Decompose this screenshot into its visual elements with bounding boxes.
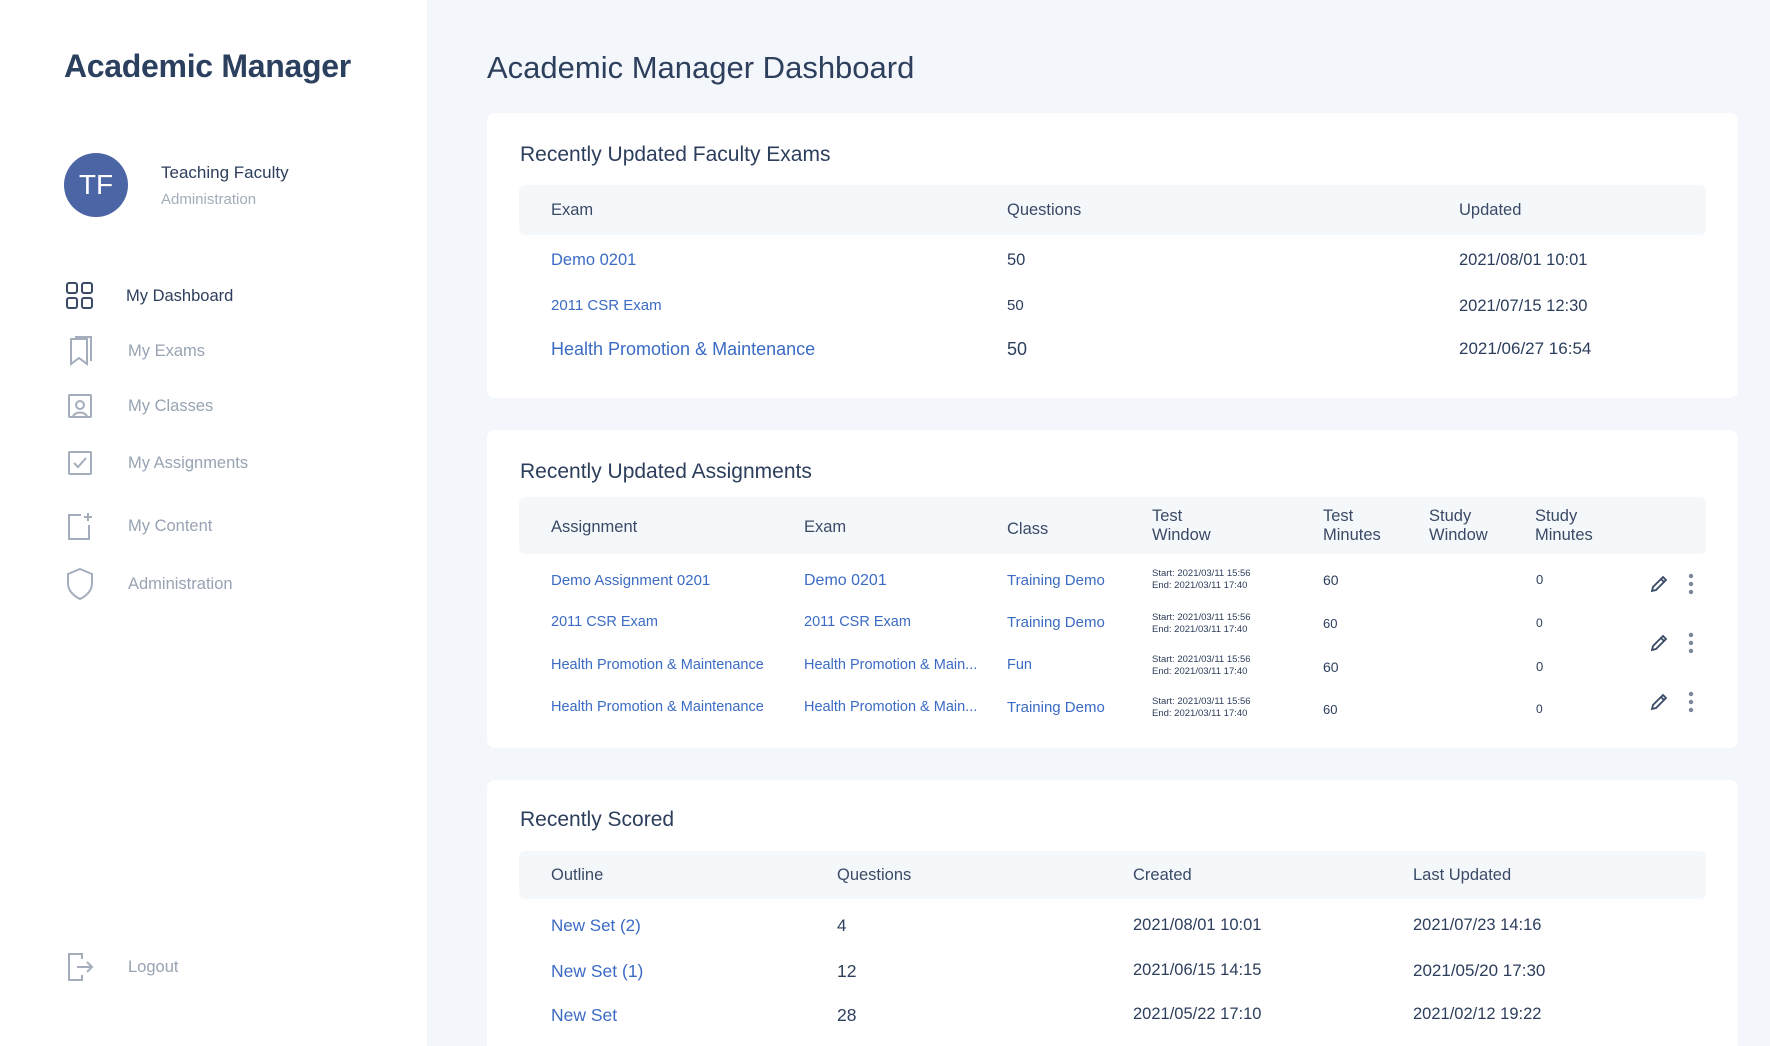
last-updated-date: 2021/05/20 17:30 — [1413, 961, 1546, 980]
sidebar-item-label: Administration — [128, 574, 233, 593]
pencil-icon — [1649, 692, 1669, 712]
assignments-header — [519, 497, 1706, 554]
sidebar-item-label: My Content — [128, 516, 213, 535]
sidebar-item-administration[interactable] — [64, 564, 233, 604]
updated-date: 2021/08/01 10:01 — [1459, 251, 1588, 269]
assignment-link[interactable]: Health Promotion & Maintenance — [551, 657, 764, 673]
column-header-class[interactable]: Class — [1007, 520, 1049, 538]
test-window: Start: 2021/03/11 15:56 End: 2021/03/11 17:40 — [1152, 696, 1251, 719]
outline-link[interactable]: New Set (2) — [551, 916, 641, 935]
add-file-icon — [64, 510, 96, 542]
column-header-exam[interactable]: Exam — [551, 201, 594, 219]
column-header-updated[interactable]: Updated — [1459, 201, 1522, 219]
created-date: 2021/05/22 17:10 — [1133, 1005, 1262, 1023]
sidebar-item-my-exams[interactable] — [64, 331, 205, 371]
sidebar-item-label: My Classes — [128, 396, 214, 415]
person-frame-icon — [64, 390, 96, 422]
questions-count: 50 — [1007, 339, 1028, 359]
pencil-icon — [1649, 574, 1669, 594]
class-link[interactable]: Training Demo — [1007, 614, 1105, 631]
assignment-link[interactable]: 2011 CSR Exam — [551, 614, 658, 630]
edit-button[interactable] — [1648, 630, 1670, 656]
created-date: 2021/06/15 14:15 — [1133, 961, 1262, 979]
assignments-title: Recently Updated Assignments — [520, 460, 812, 483]
edit-button[interactable] — [1648, 689, 1670, 715]
created-date: 2021/08/01 10:01 — [1133, 916, 1262, 934]
kebab-icon — [1688, 632, 1694, 654]
logout-icon — [64, 951, 96, 983]
user-name: Teaching Faculty — [161, 162, 289, 182]
user-profile — [64, 153, 289, 217]
column-header-outline[interactable]: Outline — [551, 866, 604, 884]
sidebar-item-my-classes[interactable] — [64, 386, 213, 426]
recently-scored-card — [487, 780, 1738, 1046]
exam-link[interactable]: Health Promotion & Main... — [804, 657, 978, 673]
edit-button[interactable] — [1648, 571, 1670, 597]
exam-link[interactable]: Health Promotion & Main... — [804, 699, 978, 715]
sidebar-item-label: My Exams — [128, 341, 206, 360]
class-link[interactable]: Training Demo — [1007, 572, 1105, 589]
shield-icon — [64, 568, 96, 600]
sidebar-item-my-dashboard[interactable] — [64, 276, 233, 316]
study-minutes: 0 — [1536, 572, 1544, 587]
sidebar-item-label: My Dashboard — [126, 286, 234, 305]
more-options-button[interactable] — [1680, 571, 1702, 597]
class-link[interactable]: Training Demo — [1007, 699, 1105, 716]
more-options-button[interactable] — [1680, 630, 1702, 656]
sidebar-item-label: My Assignments — [128, 453, 249, 472]
user-role: Administration — [161, 190, 257, 208]
page-title: Academic Manager Dashboard — [487, 50, 915, 85]
pencil-icon — [1649, 633, 1669, 653]
faculty-exams-header — [519, 185, 1706, 235]
sidebar — [0, 0, 427, 1046]
updated-date: 2021/06/27 16:54 — [1459, 339, 1592, 358]
study-minutes: 0 — [1536, 659, 1544, 674]
exam-link[interactable]: Demo 0201 — [804, 572, 887, 589]
column-header-questions[interactable]: Questions — [837, 866, 912, 884]
outline-link[interactable]: New Set (1) — [551, 961, 644, 981]
column-header-test-window[interactable]: Test Window — [1152, 507, 1211, 544]
faculty-exams-title: Recently Updated Faculty Exams — [520, 143, 831, 166]
test-minutes: 60 — [1323, 572, 1339, 588]
questions-count: 50 — [1007, 251, 1026, 269]
questions-count: 12 — [837, 961, 857, 981]
sidebar-item-my-assignments[interactable] — [64, 443, 248, 483]
column-header-questions[interactable]: Questions — [1007, 201, 1082, 219]
test-minutes: 60 — [1323, 702, 1338, 717]
sidebar-item-my-content[interactable] — [64, 506, 212, 546]
bookmark-icon — [64, 335, 96, 367]
test-window: Start: 2021/03/11 15:56 End: 2021/03/11 17:40 — [1152, 568, 1251, 591]
questions-count: 4 — [837, 916, 847, 935]
exam-link[interactable]: 2011 CSR Exam — [551, 297, 662, 314]
column-header-study-window[interactable]: Study Window — [1429, 507, 1488, 544]
questions-count: 50 — [1007, 297, 1024, 314]
assignment-link[interactable]: Health Promotion & Maintenance — [551, 699, 764, 715]
kebab-icon — [1688, 691, 1694, 713]
checkbox-icon — [64, 447, 96, 479]
exam-link[interactable]: Demo 0201 — [551, 251, 637, 269]
test-minutes: 60 — [1323, 659, 1339, 675]
last-updated-date: 2021/07/23 14:16 — [1413, 916, 1542, 934]
kebab-icon — [1688, 573, 1694, 595]
more-options-button[interactable] — [1680, 689, 1702, 715]
faculty-exams-card — [487, 113, 1738, 398]
column-header-last-updated[interactable]: Last Updated — [1413, 866, 1512, 884]
avatar: TF — [64, 153, 128, 217]
updated-date: 2021/07/15 12:30 — [1459, 297, 1588, 315]
study-minutes: 0 — [1536, 616, 1543, 630]
column-header-study-minutes[interactable]: Study Minutes — [1535, 507, 1593, 544]
app-title: Academic Manager — [64, 48, 351, 84]
study-minutes: 0 — [1536, 702, 1543, 716]
test-minutes: 60 — [1323, 616, 1338, 631]
last-updated-date: 2021/02/12 19:22 — [1413, 1005, 1542, 1023]
logout-label: Logout — [128, 957, 179, 976]
test-window: Start: 2021/03/11 15:56 End: 2021/03/11 17:40 — [1152, 654, 1251, 677]
assignments-card — [487, 430, 1738, 748]
recently-scored-header — [519, 851, 1706, 899]
exam-link[interactable]: Health Promotion & Maintenance — [551, 339, 816, 359]
column-header-created[interactable]: Created — [1133, 866, 1192, 884]
questions-count: 28 — [837, 1005, 857, 1025]
test-window: Start: 2021/03/11 15:56 End: 2021/03/11 17:40 — [1152, 612, 1251, 635]
column-header-exam[interactable]: Exam — [804, 518, 847, 536]
outline-link[interactable]: New Set — [551, 1005, 618, 1025]
exam-link[interactable]: 2011 CSR Exam — [804, 614, 911, 630]
column-header-test-minutes[interactable]: Test Minutes — [1323, 507, 1381, 544]
grid-icon — [64, 280, 96, 312]
recently-scored-title: Recently Scored — [520, 808, 675, 831]
assignment-link[interactable]: Demo Assignment 0201 — [551, 572, 711, 589]
logout-button[interactable] — [64, 947, 178, 987]
class-link[interactable]: Fun — [1007, 657, 1032, 673]
column-header-assignment[interactable]: Assignment — [551, 518, 638, 536]
